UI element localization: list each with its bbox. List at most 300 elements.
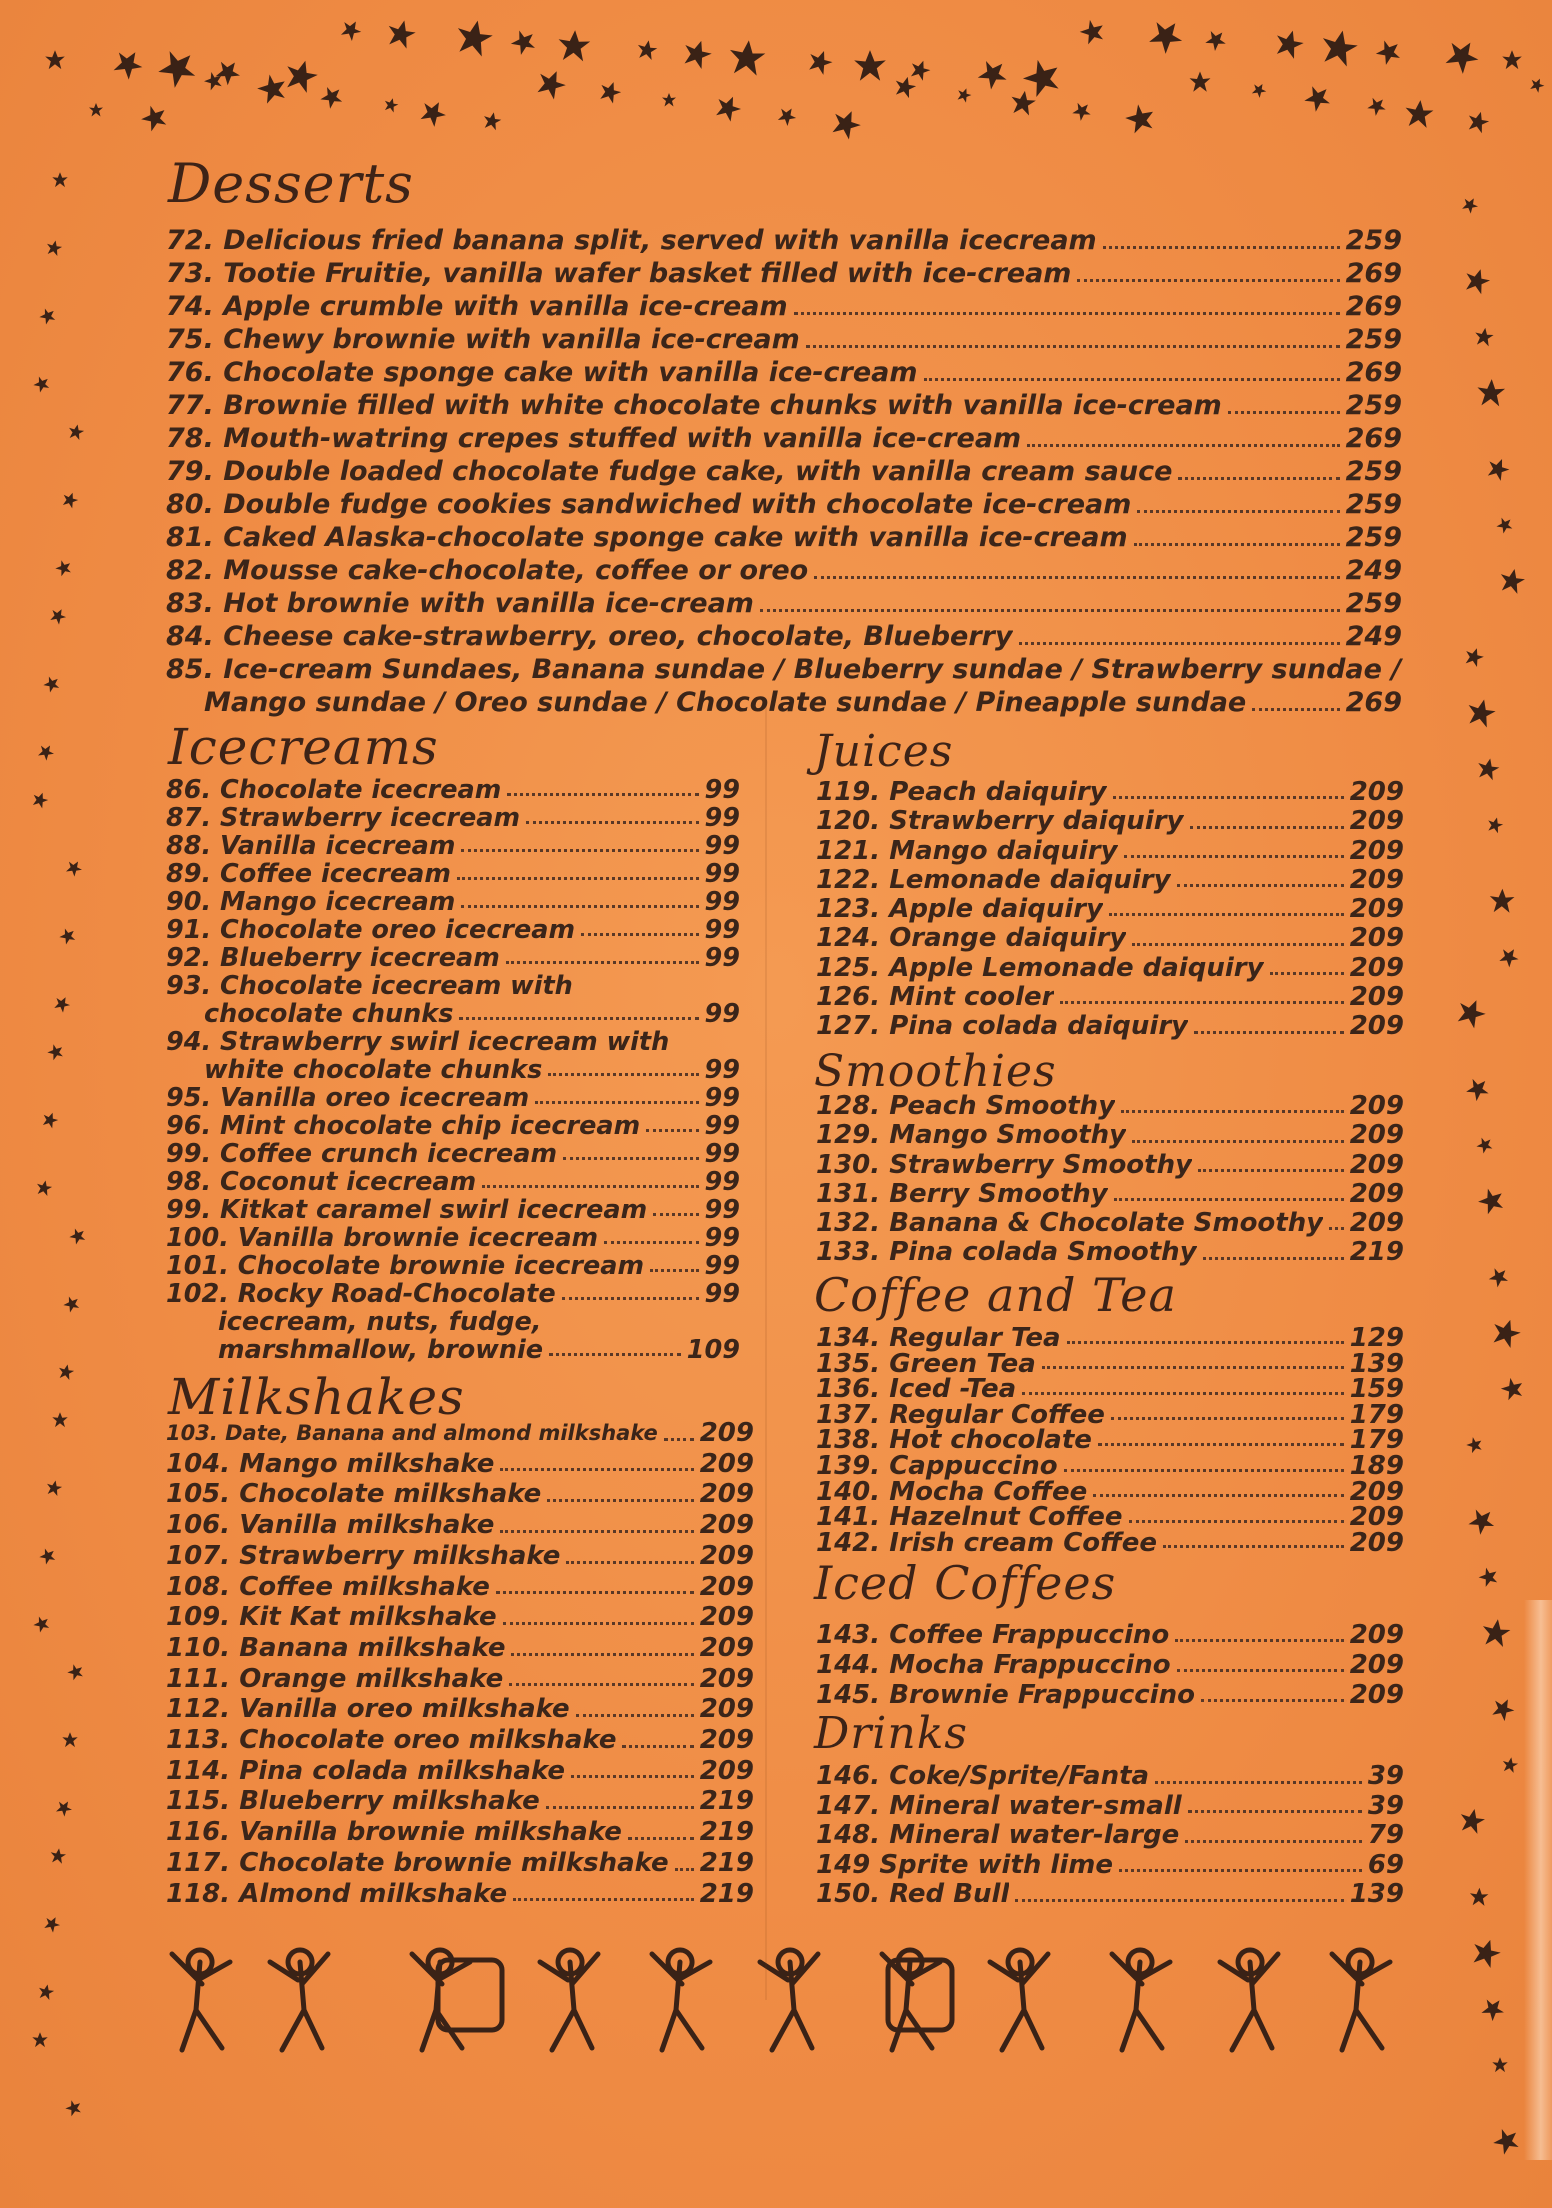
menu-item: [816, 895, 1404, 924]
menu-item-price: 219: [699, 1817, 754, 1848]
star-icon: [1190, 72, 1211, 92]
dot-leader: [566, 1560, 693, 1564]
star-icon: [1463, 1074, 1493, 1104]
menu-item-name: 146. Coke/Sprite/Fanta: [816, 1762, 1150, 1791]
menu-item-price: 99: [704, 803, 740, 833]
menu-item: [166, 1479, 754, 1510]
menu-item-name: 134. Regular Tea: [816, 1326, 1061, 1352]
star-icon: [1463, 645, 1486, 668]
dot-leader: [461, 904, 698, 908]
dot-leader: [1155, 1780, 1362, 1784]
menu-item-price: 99: [704, 1279, 740, 1309]
menu-item-name: 90. Mango icecream: [166, 888, 456, 916]
menu-item-name: 99. Kitkat caramel swirl icecream: [166, 1196, 648, 1224]
fold-line: [765, 700, 767, 2000]
menu-item-price: 219: [699, 1878, 754, 1909]
star-icon: [1492, 2057, 1507, 2072]
menu-item-price: 209: [1349, 1178, 1404, 1209]
menu-item-name: 109. Kit Kat milkshake: [166, 1602, 497, 1633]
star-icon: [38, 305, 59, 326]
menu-item-price: 99: [704, 1055, 740, 1085]
dancing-figure-icon: [540, 1950, 598, 2050]
star-icon: [282, 56, 321, 94]
drinks-list: [816, 1762, 1404, 1910]
dot-leader: [1124, 854, 1344, 858]
menu-item-price: 99: [704, 775, 740, 805]
star-icon: [482, 111, 503, 131]
menu-item-continued: 94. Strawberry swirl icecream with: [166, 1027, 670, 1057]
menu-item: [166, 1602, 754, 1633]
menu-item: [166, 888, 740, 916]
menu-item: [166, 1848, 754, 1879]
menu-item-price: 209: [1349, 1680, 1404, 1710]
star-icon: [1486, 1264, 1512, 1290]
star-icon: [1009, 89, 1037, 116]
menu-item-name: chocolate chunks: [204, 1000, 454, 1028]
menu-item-price: 259: [1345, 456, 1402, 487]
menu-item-price: 259: [1345, 489, 1402, 520]
dot-leader: [1175, 1638, 1343, 1642]
star-icon: [35, 1179, 53, 1197]
menu-item-price: 179: [1349, 1399, 1404, 1430]
dot-leader: [1027, 443, 1339, 447]
menu-item: [816, 1323, 1404, 1353]
menu-item-name: 140. Mocha Coffee: [816, 1479, 1088, 1506]
star-icon: [202, 69, 226, 93]
dot-leader: [1137, 509, 1339, 513]
dot-leader: [1019, 641, 1340, 645]
star-icon: [318, 82, 347, 111]
menu-item: [816, 1012, 1404, 1041]
menu-item-name: 95. Vanilla oreo icecream: [166, 1084, 530, 1112]
star-icon: [58, 925, 79, 946]
menu-item-name: 86. Chocolate icecream: [166, 776, 502, 804]
menu-item-name: 128. Peach Smoothy: [816, 1092, 1116, 1121]
menu-item-name: 135. Green Tea: [816, 1351, 1036, 1378]
menu-item-name: 104. Mango milkshake: [166, 1448, 495, 1479]
menu-item: [816, 1680, 1404, 1710]
menu-item-name: 99. Coffee crunch icecream: [166, 1140, 558, 1168]
star-icon: [1478, 1994, 1508, 2024]
menu-item-price: 209: [1349, 777, 1404, 807]
menu-item: [816, 1238, 1404, 1267]
menu-item-price: 259: [1345, 390, 1402, 421]
star-icon: [45, 1479, 63, 1497]
menu-item-price: 39: [1367, 1761, 1404, 1791]
menu-item-price: 189: [1349, 1450, 1404, 1481]
menu-item-price: 159: [1349, 1374, 1404, 1405]
menu-item-price: 209: [699, 1479, 754, 1510]
dot-leader: [457, 876, 699, 880]
star-icon: [892, 74, 918, 99]
star-icon: [1489, 888, 1514, 913]
menu-item: [166, 1725, 754, 1756]
menu-item-price: 99: [704, 859, 740, 889]
menu-item-name: 79. Double loaded chocolate fudge cake, with vanilla cream sauce: [166, 456, 1173, 487]
menu-item: [166, 1252, 740, 1280]
menu-item-name: 147. Mineral water-small: [816, 1791, 1182, 1821]
menu-item-price: 99: [704, 1139, 740, 1169]
dot-leader: [1203, 1256, 1344, 1260]
dot-leader: [1178, 476, 1339, 480]
menu-item-name: 82. Mousse cake-chocolate, coffee or oreo: [166, 555, 809, 586]
dot-leader: [509, 1682, 694, 1686]
menu-item: [166, 1084, 740, 1112]
star-icon: [680, 37, 715, 71]
dot-leader: [628, 1836, 694, 1840]
dot-leader: [548, 1072, 698, 1076]
menu-item-name: 83. Hot brownie with vanilla ice-cream: [166, 588, 754, 619]
juices-heading: Juices: [814, 726, 954, 777]
menu-item-price: 129: [1349, 1323, 1404, 1353]
menu-item-name: 144. Mocha Frappuccino: [816, 1650, 1171, 1680]
star-icon: [66, 1661, 87, 1682]
dot-leader: [500, 1467, 693, 1471]
menu-item-name: white chocolate chunks: [204, 1056, 543, 1084]
menu-item-name: 127. Pina colada daiquiry: [816, 1012, 1189, 1042]
menu-item: [166, 1541, 754, 1572]
star-icon: [89, 103, 103, 117]
star-icon: [728, 38, 767, 76]
menu-item-name: 73. Tootie Fruitie, vanilla wafer basket filled with ice-cream: [166, 258, 1072, 289]
dot-leader: [924, 377, 1340, 381]
star-icon: [38, 1545, 59, 1566]
menu-item-price: 259: [1345, 225, 1402, 256]
dot-leader: [1098, 1442, 1344, 1446]
menu-item: [816, 1527, 1404, 1558]
dot-leader: [1064, 1468, 1344, 1472]
menu-item: [816, 1450, 1404, 1481]
star-icon: [1145, 14, 1189, 57]
star-icon: [1365, 94, 1389, 118]
menu-item: [166, 389, 1402, 422]
menu-item-price: 209: [699, 1418, 754, 1448]
dancing-figure-icon: [652, 1950, 710, 2050]
menu-item: [166, 1664, 754, 1695]
menu-item: [166, 860, 740, 888]
star-icon: [42, 673, 63, 694]
star-icon: [453, 17, 495, 58]
menu-item-price: 269: [1345, 357, 1402, 388]
star-icon: [1494, 514, 1515, 535]
star-icon: [1465, 696, 1498, 728]
star-icon: [1474, 1134, 1495, 1155]
dot-leader: [496, 1590, 694, 1594]
star-icon: [1458, 1806, 1487, 1834]
menu-item: [816, 1180, 1404, 1209]
star-icon: [1460, 194, 1481, 215]
star-icon: [57, 1363, 75, 1381]
dancing-figure-icon: [172, 1950, 230, 2050]
menu-item-name: 87. Strawberry icecream: [166, 804, 521, 832]
menu-item: [166, 686, 1402, 719]
menu-item-name: 118. Almond milkshake: [166, 1878, 508, 1909]
menu-item: [816, 1151, 1404, 1180]
star-icon: [1462, 266, 1493, 296]
menu-item: [166, 1168, 740, 1196]
dot-leader: [1111, 1416, 1344, 1420]
star-icon: [383, 96, 400, 113]
dot-leader: [1015, 1898, 1343, 1902]
star-icon: [1465, 1434, 1486, 1455]
star-icon: [1469, 1936, 1504, 1970]
dot-leader: [1132, 1139, 1344, 1143]
menu-item-price: 209: [1349, 923, 1404, 954]
menu-item-price: 99: [704, 1195, 740, 1225]
menu-item-price: 209: [1349, 806, 1404, 837]
menu-item: [166, 587, 1402, 620]
star-icon: [54, 557, 75, 578]
star-icon: [45, 50, 65, 69]
star-icon: [1499, 1374, 1528, 1403]
menu-item: [166, 1817, 754, 1848]
menu-item-price: 209: [699, 1725, 754, 1756]
star-icon: [1469, 1887, 1488, 1906]
dot-leader: [535, 1100, 698, 1104]
star-icon: [1484, 455, 1512, 482]
menu-item-name: 145. Brownie Frappuccino: [816, 1680, 1195, 1710]
menu-item-price: 209: [1349, 982, 1404, 1013]
star-icon: [1301, 81, 1335, 115]
icecreams-heading: Icecreams: [168, 718, 439, 776]
menu-item-price: 99: [704, 1167, 740, 1197]
menu-item-name: 123. Apple daiquiry: [816, 895, 1104, 925]
menu-item-name: 120. Strawberry daiquiry: [816, 807, 1184, 837]
dot-leader: [526, 820, 698, 824]
star-icon: [384, 17, 417, 50]
menu-item-price: 99: [704, 887, 740, 917]
menu-item-name: 114. Pina colada milkshake: [166, 1755, 565, 1786]
menu-item-name: 92. Blueberry icecream: [166, 944, 500, 972]
menu-item-name: 102. Rocky Road-Chocolate: [166, 1280, 556, 1308]
menu-item-name: 112. Vanilla oreo milkshake: [166, 1694, 570, 1725]
menu-item: [816, 1374, 1404, 1405]
menu-item-price: 209: [1349, 1502, 1404, 1533]
menu-item-price: 79: [1367, 1820, 1404, 1850]
menu-item-continued: icecream, nuts, fudge,: [218, 1307, 542, 1337]
menu-item: [166, 1196, 740, 1224]
dot-leader: [1329, 1226, 1344, 1230]
menu-item: [166, 1633, 754, 1664]
dot-leader: [1177, 1668, 1344, 1672]
menu-item-name: 138. Hot chocolate: [816, 1428, 1092, 1454]
menu-item: [166, 1694, 754, 1725]
basket-figure-icon: [438, 1960, 502, 2030]
menu-item-continued: 85. Ice-cream Sundaes, Banana sundae / Blueberry sundae / Strawberry sundae /: [166, 654, 1402, 685]
menu-item-price: 99: [704, 831, 740, 861]
star-icon: [1272, 27, 1306, 60]
star-icon: [212, 56, 244, 88]
star-icon: [1489, 1316, 1524, 1350]
menu-item-price: 99: [704, 1251, 740, 1281]
menu-item: [816, 1425, 1404, 1456]
star-icon: [36, 741, 57, 762]
star-icon: [1498, 566, 1527, 594]
menu-item-price: 269: [1345, 423, 1402, 454]
star-icon: [1373, 35, 1406, 68]
menu-item: [166, 1000, 740, 1028]
menu-item-price: 209: [699, 1448, 754, 1479]
menu-item-price: 209: [1349, 894, 1404, 925]
menu-item: [166, 916, 740, 944]
menu-item-name: 98. Coconut icecream: [166, 1168, 477, 1196]
menu-item-name: 122. Lemonade daiquiry: [816, 865, 1171, 895]
star-icon: [32, 2032, 47, 2047]
dot-leader: [646, 1128, 698, 1132]
menu-item: [816, 778, 1404, 807]
menu-item: [166, 257, 1402, 290]
menu-item-name: 124. Orange daiquiry: [816, 924, 1127, 954]
dancing-figure-icon: [270, 1950, 328, 2050]
menu-item-name: 89. Coffee icecream: [166, 860, 451, 888]
star-icon: [1486, 816, 1505, 834]
star-icon: [1480, 1617, 1511, 1647]
dot-leader: [581, 932, 698, 936]
dot-leader: [1093, 1493, 1343, 1497]
menu-item: [166, 1224, 740, 1252]
menu-item-name: 148. Mineral water-large: [816, 1821, 1180, 1850]
menu-item: [816, 1209, 1404, 1238]
menu-item-price: 99: [704, 1083, 740, 1113]
star-icon: [974, 54, 1012, 92]
menu-item-name: 91. Chocolate oreo icecream: [166, 916, 576, 944]
star-icon: [1070, 99, 1094, 123]
menu-item-name: 106. Vanilla milkshake: [166, 1510, 495, 1541]
menu-item-name: 110. Banana milkshake: [166, 1632, 506, 1663]
menu-item: [816, 1880, 1404, 1910]
menu-item: [166, 1756, 754, 1787]
menu-item-price: 209: [1349, 1650, 1404, 1680]
desserts-heading: Desserts: [168, 152, 414, 215]
dot-leader: [547, 1498, 693, 1502]
star-icon: [1019, 53, 1068, 102]
paper-gloss: [1524, 1600, 1552, 2160]
dot-leader: [482, 1184, 698, 1188]
menu-item-name: 126. Mint cooler: [816, 983, 1055, 1013]
star-icon: [68, 1225, 89, 1246]
star-icon: [64, 2097, 85, 2118]
menu-item-price: 209: [1349, 1527, 1404, 1558]
iced-coffees-list: [816, 1620, 1404, 1710]
menu-item: [816, 1792, 1404, 1822]
dot-leader: [546, 1805, 694, 1809]
star-icon: [1441, 34, 1484, 77]
dancing-figure-icon: [990, 1950, 1048, 2050]
dot-leader: [1185, 1839, 1362, 1843]
menu-item-price: 99: [704, 999, 740, 1029]
menu-item-price: 209: [699, 1571, 754, 1602]
menu-item: [816, 1121, 1404, 1150]
menu-item-price: 209: [1349, 864, 1404, 895]
menu-item-name: 139. Cappuccino: [816, 1453, 1058, 1480]
menu-item: [166, 1112, 740, 1140]
star-icon: [1490, 2124, 1524, 2158]
menu-item-price: 209: [1349, 1620, 1404, 1650]
menu-item-price: 109: [686, 1335, 740, 1365]
menu-item-price: 139: [1349, 1348, 1404, 1379]
dot-leader: [513, 1897, 694, 1901]
menu-item: [816, 837, 1404, 866]
menu-item-price: 249: [1345, 555, 1402, 586]
star-icon: [1465, 109, 1491, 134]
menu-item: [816, 1348, 1404, 1379]
menu-item-name: 125. Apple Lemonade daiquiry: [816, 953, 1264, 983]
menu-item-name: 121. Mango daiquiry: [816, 836, 1118, 866]
menu-item-name: 74. Apple crumble with vanilla ice-cream: [166, 291, 788, 322]
dancing-figure-icon: [1220, 1950, 1278, 2050]
menu-item: [816, 807, 1404, 836]
dot-leader: [511, 1652, 693, 1656]
menu-item: [166, 1418, 754, 1449]
star-icon: [1250, 80, 1269, 99]
menu-item-name: 111. Orange milkshake: [166, 1663, 504, 1694]
milkshakes-heading: Milkshakes: [168, 1368, 465, 1426]
dot-leader: [506, 960, 699, 964]
star-icon: [1489, 1695, 1518, 1723]
dot-leader: [664, 1437, 694, 1441]
star-icon: [1497, 944, 1522, 969]
star-icon: [1477, 1564, 1502, 1589]
menu-item: [166, 832, 740, 860]
menu-item-price: 209: [1349, 1120, 1404, 1151]
menu-item: [166, 1449, 754, 1480]
dot-leader: [650, 1268, 698, 1272]
dot-leader: [653, 1212, 698, 1216]
star-icon: [712, 92, 744, 124]
menu-item: [816, 1762, 1404, 1792]
star-icon: [1476, 378, 1505, 406]
menu-item-name: 105. Chocolate milkshake: [166, 1479, 542, 1510]
menu-item: [816, 983, 1404, 1012]
menu-item-name: Mango sundae / Oreo sundae / Chocolate sundae / Pineapple sundae: [204, 687, 1247, 718]
milkshakes-list: [166, 1418, 754, 1909]
menu-item-name: 100. Vanilla brownie icecream: [166, 1224, 599, 1252]
menu-item-price: 99: [704, 915, 740, 945]
menu-item: [816, 1851, 1404, 1881]
dot-leader: [1060, 1000, 1343, 1004]
star-icon: [48, 606, 69, 626]
menu-item: [816, 1650, 1404, 1680]
menu-item-price: 209: [1349, 835, 1404, 866]
menu-item: [166, 521, 1402, 554]
star-icon: [1501, 1756, 1519, 1773]
menu-item-name: 107. Strawberry milkshake: [166, 1540, 561, 1571]
menu-item-name: 103. Date, Banana and almond milkshake: [166, 1421, 658, 1445]
star-icon: [60, 490, 80, 509]
menu-item: [166, 1786, 754, 1817]
menu-item-name: 143. Coffee Frappuccino: [816, 1620, 1170, 1650]
menu-item: [816, 954, 1404, 983]
menu-item: [166, 455, 1402, 488]
dot-leader: [500, 1529, 693, 1533]
star-icon: [854, 50, 886, 81]
star-icon: [32, 373, 53, 394]
dot-leader: [1077, 278, 1339, 282]
menu-item: [166, 1056, 740, 1084]
menu-item-name: 150. Red Bull: [816, 1880, 1010, 1909]
menu-item: [816, 1476, 1404, 1507]
star-icon: [1077, 16, 1109, 48]
menu-item: [816, 1821, 1404, 1851]
menu-item-name: 141. Hazelnut Coffee: [816, 1505, 1123, 1531]
menu-item: [166, 1140, 740, 1168]
dot-leader: [806, 344, 1340, 348]
menu-item-price: 179: [1349, 1425, 1404, 1456]
menu-item-price: 39: [1367, 1790, 1404, 1821]
star-icon: [52, 172, 67, 187]
dot-leader: [563, 1156, 698, 1160]
star-icon: [1404, 99, 1435, 129]
